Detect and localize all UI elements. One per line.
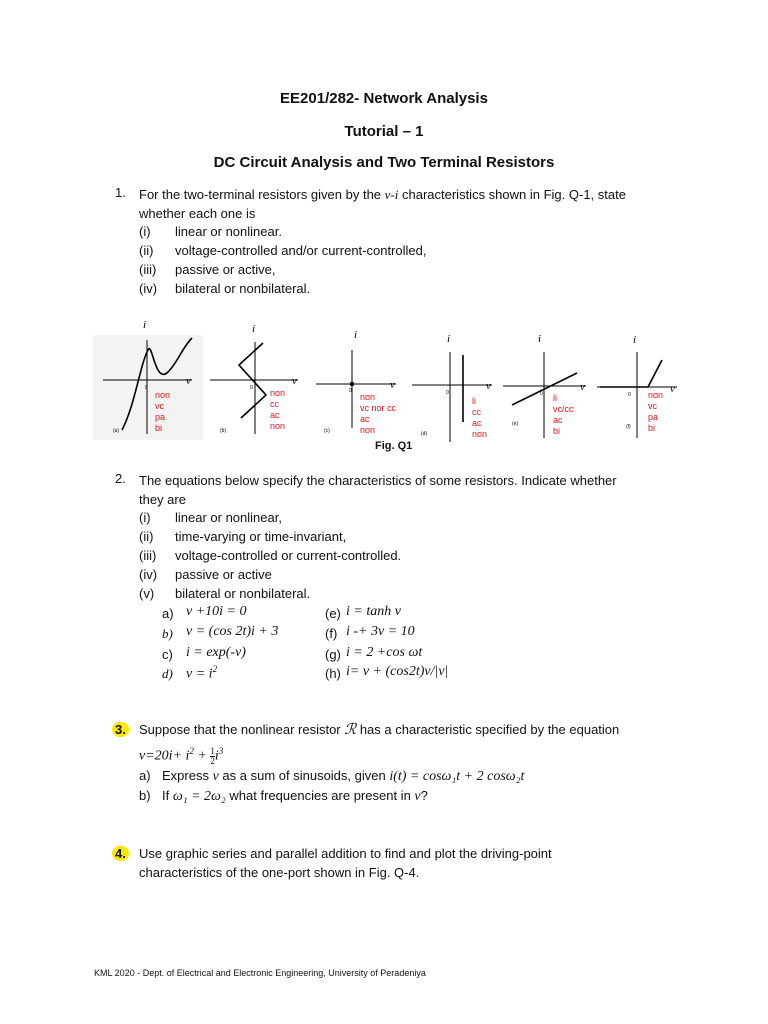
annotation-line: non — [155, 390, 171, 400]
annotation-b — [270, 388, 285, 432]
annotation-line: bi — [155, 423, 163, 433]
axis-i-label: i — [447, 333, 451, 345]
annotation-line: non — [472, 429, 488, 439]
equation: i= v + (cos2t)v/|v| — [346, 664, 449, 679]
vi-panel-e — [503, 333, 586, 438]
annotation-line: pa — [648, 412, 659, 422]
annotation-line: vc — [648, 401, 657, 411]
q3-text-part: Express — [162, 768, 213, 783]
q4-number: 4. — [112, 846, 129, 861]
axis-i-label: i — [354, 329, 358, 341]
equation: i(t) = cosω₁t + 2 cosω₂t — [389, 769, 525, 784]
axis-v-label: v — [486, 380, 491, 392]
axis-v-label: v — [390, 379, 395, 391]
q1-item-number: (i) — [139, 224, 151, 239]
q2-equations — [0, 604, 768, 684]
annotation-line: li — [553, 393, 557, 403]
vi-panel-f — [597, 334, 677, 438]
q4-text — [139, 844, 719, 882]
equation: ω₁ = 2ω₂ — [172, 789, 226, 804]
equation-superscript: 3 — [218, 746, 224, 756]
q3-part-b — [162, 788, 428, 805]
fraction-numerator: 1 — [210, 745, 215, 756]
equation: v +10i = 0 — [186, 604, 247, 619]
annotation-line: ac — [270, 410, 280, 420]
resistor-symbol: ℛ — [344, 722, 357, 738]
annotation-line: non — [270, 421, 286, 431]
annotation-line: non — [270, 388, 286, 398]
equation-part: + — [193, 748, 211, 764]
q1-item-number: (ii) — [139, 243, 154, 258]
q3-text-part: what frequencies are present in — [225, 788, 415, 803]
q3-part-a — [162, 768, 524, 785]
equation: i = tanh v — [346, 604, 401, 619]
annotation-c — [360, 392, 396, 436]
q2-text-line: they are — [139, 492, 186, 507]
annotation-line: vc nor cc — [360, 403, 397, 413]
q3-text — [139, 720, 719, 740]
q1-item-text: linear or nonlinear. — [175, 224, 282, 239]
q1-text — [139, 185, 699, 223]
q3-text-part: ? — [420, 788, 428, 803]
q1-text-part: For the two-terminal resistors given by the — [139, 187, 385, 202]
annotation-e — [553, 393, 574, 437]
origin-label: 0 — [250, 385, 253, 391]
panel-tag: (d) — [421, 431, 428, 437]
q1-item-text: voltage-controlled and/or current-controlled, — [175, 243, 427, 258]
annotation-line: pa — [155, 412, 166, 422]
q1-item-text: passive or active, — [175, 262, 276, 277]
equation-label: (h) — [325, 666, 341, 681]
equation-superscript: 2 — [189, 746, 194, 756]
equation-superscript: 2 — [212, 664, 218, 674]
equation-label: c) — [162, 647, 173, 662]
tutorial-number: Tutorial – 1 — [344, 123, 424, 140]
q2-number: 2. — [115, 471, 126, 486]
q4-text-line: characteristics of the one-port shown in Fig. Q-4. — [139, 865, 420, 880]
annotation-d — [472, 396, 487, 440]
q3-number-badge — [112, 720, 129, 739]
annotation-line: li — [472, 396, 476, 406]
axis-i-label: i — [143, 319, 147, 331]
q2-items — [0, 510, 768, 610]
annotation-line: bi — [553, 426, 561, 436]
q2-item-number: (iii) — [139, 548, 157, 563]
q3-number: 3. — [112, 722, 129, 737]
q4-number-badge — [112, 844, 129, 863]
q1-item-number: (iii) — [139, 262, 157, 277]
q2-item-text: voltage-controlled or current-controlled. — [175, 548, 402, 563]
origin-label: 0 — [628, 392, 631, 398]
q3-text-part: Suppose that the nonlinear resistor — [139, 722, 345, 737]
q2-text — [139, 471, 719, 509]
document-title: EE201/282- Network Analysis — [280, 90, 488, 107]
annotation-line: non — [360, 425, 376, 435]
annotation-line: vc — [155, 401, 164, 411]
equation — [186, 664, 217, 683]
q1-items — [0, 224, 768, 304]
q1-item-number: (iv) — [139, 281, 158, 296]
page-footer: KML 2020 - Dept. of Electrical and Electronic Engineering, University of Peradeniya — [94, 968, 426, 978]
annotation-line: ac — [472, 418, 482, 428]
q3-part-b-label: b) — [139, 788, 151, 803]
variable: v — [212, 769, 219, 784]
panel-tag: (c) — [324, 428, 330, 434]
equation: v = (cos 2t)i + 3 — [186, 624, 279, 639]
q1-text-line2: whether each one is — [139, 206, 256, 221]
q2-text-line: The equations below specify the characteristics of some resistors. Indicate whether — [139, 473, 617, 488]
equation-part: v=20i+ i — [139, 748, 190, 764]
q2-item-number: (v) — [139, 586, 155, 601]
variable: v — [414, 789, 421, 804]
q1-item-text: bilateral or nonbilateral. — [175, 281, 311, 296]
origin-label: 0 — [145, 385, 148, 391]
axis-v-label: v — [292, 375, 297, 387]
equation-label: b) — [162, 626, 173, 641]
equation-part: i — [214, 748, 219, 764]
vi-point — [350, 382, 354, 386]
annotation-line: bi — [648, 423, 656, 433]
fraction-denominator: 2 — [210, 755, 215, 766]
q2-item-text: linear or nonlinear, — [175, 510, 282, 525]
equation-label: (e) — [325, 606, 341, 621]
axis-i-label: i — [538, 333, 542, 345]
equation: i = exp(-v) — [186, 645, 246, 660]
q2-item-number: (ii) — [139, 529, 154, 544]
q3-text-part: as a sum of sinusoids, given — [218, 768, 390, 783]
panel-tag: (e) — [512, 421, 519, 427]
equation-label: (g) — [325, 647, 341, 662]
panel-tag: (f) — [626, 424, 631, 430]
annotation-a — [155, 390, 170, 434]
panel-tag: (a) — [113, 428, 120, 434]
q2-item-text: bilateral or nonbilateral. — [175, 586, 311, 601]
q2-item-text: time-varying or time-invariant, — [175, 529, 347, 544]
axis-v-label: v — [186, 375, 191, 387]
annotation-line: non — [648, 390, 664, 400]
origin-label: 0 — [349, 388, 352, 394]
annotation-line: ac — [553, 415, 563, 425]
vi-panel-a — [93, 319, 203, 440]
equation-part: v = i — [186, 666, 213, 682]
figure-caption: Fig. Q1 — [375, 440, 413, 452]
q2-item-number: (i) — [139, 510, 151, 525]
origin-label: 0 — [540, 391, 543, 397]
equation: i -+ 3v = 10 — [346, 624, 415, 639]
fig-q1 — [0, 310, 768, 460]
axis-v-label: v — [670, 383, 675, 395]
origin-label: 0 — [446, 390, 449, 396]
annotation-line: cc — [270, 399, 279, 409]
annotation-line: non — [360, 392, 376, 402]
annotation-line: cc — [472, 407, 481, 417]
q1-number: 1. — [115, 185, 126, 200]
q1-vi-symbol: v-i — [384, 187, 399, 202]
q3-part-a-label: a) — [139, 768, 151, 783]
q2-item-number: (iv) — [139, 567, 158, 582]
q3-text-part: If — [162, 788, 173, 803]
q3-equation — [139, 740, 223, 768]
annotation-line: ac — [360, 414, 370, 424]
q3-text-part: has a characteristic specified by the equation — [356, 722, 620, 737]
annotation-line: vc/cc — [553, 404, 574, 414]
axis-i-label: i — [252, 323, 256, 335]
equation-label: d) — [162, 666, 173, 681]
panel-tag: (b) — [220, 428, 227, 434]
q1-text-part: characteristics shown in Fig. Q-1, state — [398, 187, 626, 202]
equation-label: (f) — [325, 626, 338, 641]
document-subtitle: DC Circuit Analysis and Two Terminal Resistors — [213, 154, 555, 171]
axis-v-label: v — [580, 381, 585, 393]
axis-i-label: i — [633, 334, 637, 346]
q2-item-text: passive or active — [175, 567, 272, 582]
equation: i = 2 +cos ωt — [346, 645, 423, 660]
vi-curve — [600, 360, 662, 387]
annotation-f — [648, 390, 663, 434]
q4-text-line: Use graphic series and parallel addition to find and plot the driving-point — [139, 846, 552, 861]
equation-label: a) — [162, 606, 174, 621]
